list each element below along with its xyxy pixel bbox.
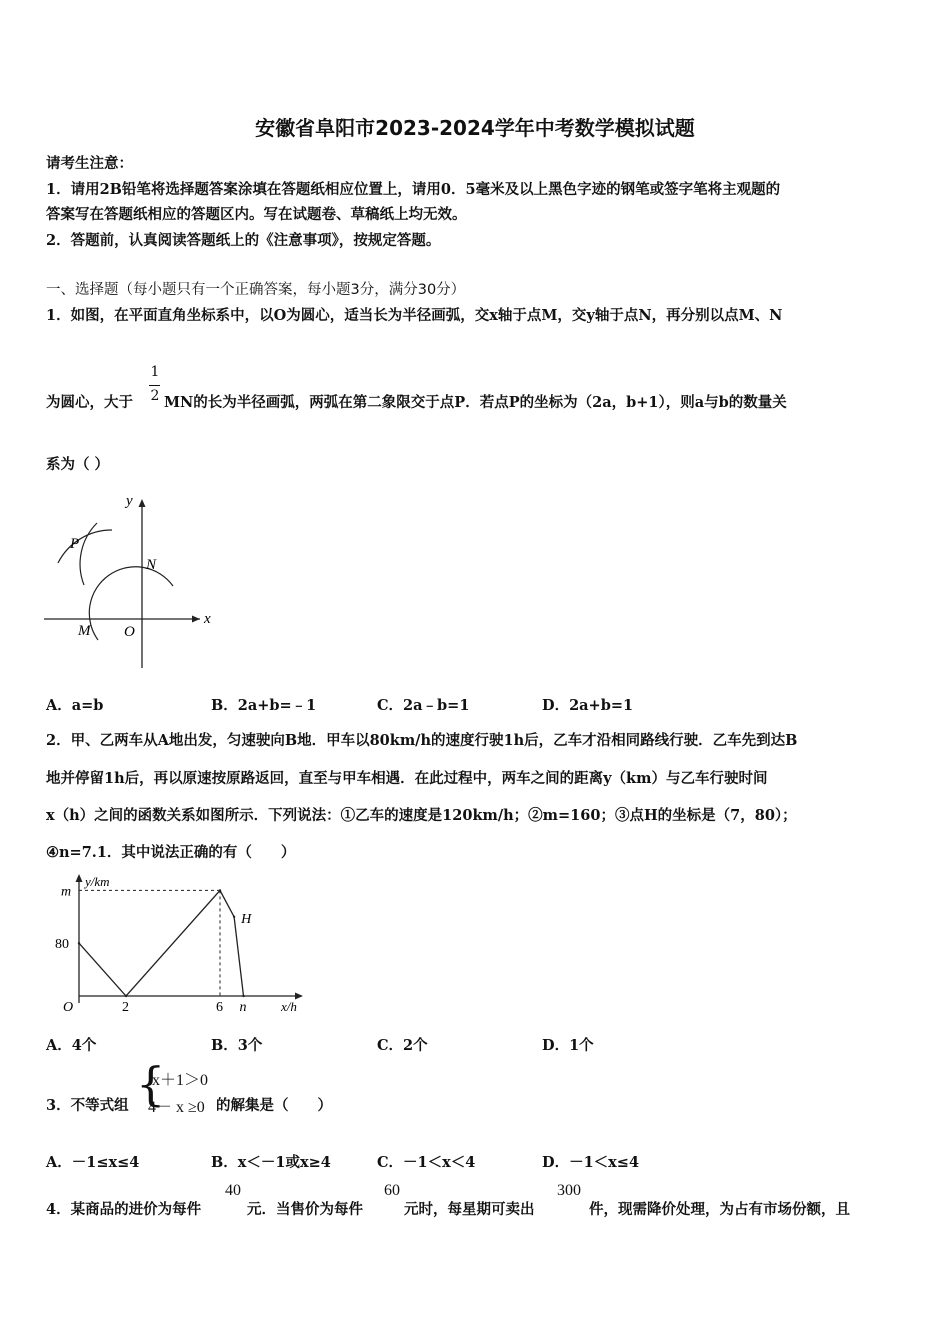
q1-fraction-denominator: 2 [150,388,160,404]
q4-value-qty: 300 [557,1182,581,1199]
chart-y-label: y/km [85,874,110,889]
q2-option-b: B．3个 [211,1037,263,1054]
q1-option-c: C．2a﹣b=1 [377,697,470,714]
q4-value-cost: 40 [225,1182,241,1199]
q4-part-2: 元．当售价为每件 [247,1201,363,1218]
label-y: y [126,493,133,509]
q2-line-3: x（h）之间的函数关系如图所示．下列说法：①乙车的速度是120km/h；②m=160；③点H的坐标是（7，80）； [46,807,797,824]
q2-line-4: ④n=7.1．其中说法正确的有（ ） [46,844,296,861]
q1-line-2-rest: MN的长为半径画弧，两弧在第二象限交于点P．若点P的坐标为（2a，b+1），则a与b的数量关 [164,394,787,411]
data-point [233,916,235,918]
q3-option-c: C．－1＜x＜4 [377,1154,476,1171]
q2-chart [45,868,315,1018]
q1-fraction-bar [149,385,160,386]
x-axis-arrow [192,616,200,623]
page-title: 安徽省阜阳市2023-2024学年中考数学模拟试题 [255,116,695,140]
arc-centered-m [58,530,112,563]
chart-x-label: x/h [281,999,297,1014]
q3-option-b: B．x＜－1或x≥4 [211,1154,331,1171]
q2-line-1: 2．甲、乙两车从A地出发，匀速驶向B地．甲车以80km/h的速度行驶1h后，乙车才沿相同路线行驶．乙车先到达B [46,732,798,749]
chart-y-axis-arrow [76,874,83,882]
xtick-label: 2 [122,1000,129,1015]
q4-part-4: 件，现需降价处理，为占有市场份额，且 [589,1201,850,1218]
q2-option-d: D．1个 [542,1037,594,1054]
q3-prefix: 3．不等式组 [46,1097,129,1114]
notice-line-1: 1．请用2B铅笔将选择题答案涂填在答题纸相应位置上，请用0．5毫米及以上黑色字迹的钢笔或签字笔将主观题的 [46,181,781,198]
y-axis-arrow [139,499,146,507]
notice-heading: 请考生注意： [46,155,133,172]
q2-option-c: C．2个 [377,1037,428,1054]
q4-part-3: 元时，每星期可卖出 [404,1201,535,1218]
label-x: x [204,611,211,627]
q4-value-price: 60 [384,1182,400,1199]
q2-line-2: 地并停留1h后，再以原速按原路返回，直至与甲车相遇．在此过程中，两车之间的距离y（km）与乙车行驶时间 [46,770,768,787]
q1-figure [40,485,230,675]
q1-option-b: B．2a+b=﹣1 [211,697,317,714]
q1-line-1: 1．如图，在平面直角坐标系中，以O为圆心，适当长为半径画弧，交x轴于点M，交y轴于点N，再分别以点M、N [46,307,783,324]
label-n: N [146,557,157,573]
ytick-label-80: 80 [55,937,69,953]
q3-inequality-1: x＋1＞0 [152,1072,209,1089]
q4-part-1: 4．某商品的进价为每件 [46,1201,202,1218]
xtick-label: O [63,1000,74,1015]
data-point [242,995,244,997]
label-o: O [124,624,135,640]
data-point [125,995,127,997]
xtick-label: 6 [216,1000,223,1015]
q1-line-2-prefix: 为圆心，大于 [46,394,133,411]
q1-option-a: A．a=b [46,697,104,714]
notice-line-3: 2．答题前，认真阅读答题纸上的《注意事项》，按规定答题。 [46,232,441,249]
data-point [78,942,80,944]
q1-line-3: 系为（ ） [46,456,110,473]
label-p: P [70,536,80,552]
series-line [79,890,244,996]
q3-brace: { [136,1057,166,1111]
label-m: M [78,623,91,639]
q3-option-d: D．－1＜x≤4 [542,1154,640,1171]
q2-option-a: A．4个 [46,1037,97,1054]
ytick-label-m: m [61,884,72,900]
notice-line-2: 答案写在答题纸相应的答题区内。写在试题卷、草稿纸上均无效。 [46,206,467,223]
q3-inequality-2: 4－ x ≥0 [148,1099,205,1116]
q1-option-d: D．2a+b=1 [542,697,634,714]
q1-fraction-numerator: 1 [150,364,160,380]
section-heading: 一、选择题（每小题只有一个正确答案，每小题3分，满分30分） [46,282,466,298]
point-label-h: H [241,911,252,927]
q3-option-a: A．－1≤x≤4 [46,1154,140,1171]
xtick-label: n [239,1000,247,1015]
q3-suffix: 的解集是（ ） [216,1097,332,1114]
